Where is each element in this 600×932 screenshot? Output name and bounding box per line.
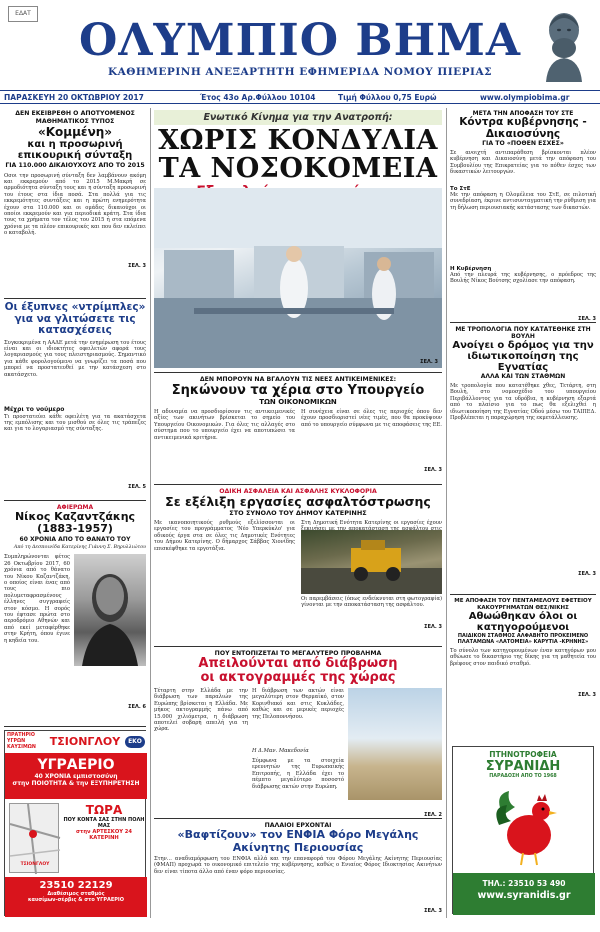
- issue-number: Έτος 43ο Αρ.Φύλλου 10104: [200, 93, 316, 102]
- article-deck: 60 ΧΡΟΝΙΑ ΑΠΟ ΤΟ ΘΑΝΑΤΟ ΤΟΥ: [19, 536, 131, 543]
- newspaper-subtitle: ΚΑΘΗΜΕΡΙΝΗ ΑΝΕΞΑΡΤΗΤΗ ΕΦΗΜΕΡΙΔΑ ΝΟΜΟΥ ΠΙΕΡΙΑΣ: [107, 66, 493, 78]
- advertisement-fuel-station[interactable]: [4, 730, 146, 916]
- coastline-photo: [348, 688, 442, 800]
- article-kicker: ΠΟΥ ΕΝΤΟΠΙΖΕΤΑΙ ΤΟ ΜΕΓΑΛΥΤΕΡΟ ΠΡΟΒΛΗΜΑ: [214, 650, 382, 657]
- article-pension: [4, 110, 146, 269]
- article-title: ΧΩΡΙΣ ΚΟΝΔΥΛΙΑ: [158, 125, 438, 156]
- article-enfia: [154, 822, 442, 914]
- page-ref: ΣΕΛ. 3: [578, 692, 596, 698]
- article-ministry: [154, 376, 442, 473]
- divider: [154, 372, 442, 373]
- divider: [450, 322, 596, 323]
- article-title: «Κομμένη»: [37, 125, 113, 139]
- divider: [154, 484, 442, 485]
- article-body: Σε ανοιχτή αντιπαράθεση βρίσκονται πλέον κυβέρνηση και Δικαιοσύνη μετά την απόφαση του Συμβουλίου της Επικρατείας για το πόθεν έσχες των δικαστικών λειτουργών.: [450, 150, 596, 176]
- article-body: Η αδυναμία να προσδιορίσουν τις αντικειμενικές αξίες των ακινήτων βρίσκεται το σημείο του Υπουργείου Οικονομικών. Για όλες τις αλλαγές στο σύστημα που το υπουργείο έχει να αποτυπώσει τα αντικειμενικά κριτήρια.: [154, 409, 295, 441]
- ad-phone[interactable]: 23510 22129: [39, 880, 113, 891]
- ad-top-text: ΠΡΑΤΗΡΙΟ ΥΓΡΩΝ ΚΑΥΣΙΜΩΝ: [7, 733, 36, 750]
- article-kicker: ΜΕΤΑ ΤΗΝ ΑΠΟΦΑΣΗ ΤΟΥ ΣΤΕ: [472, 110, 574, 117]
- article-body: Τέταρτη στην Ελλάδα με την διάβρωση των παραλιών της Ευρώπης βρίσκεται η Ελλάδα. Με μήκος ακτογραμμής πάνω από 15.000 χιλιόμετρα, η διάβρωση αποτελεί σοβαρή απειλή για τη χώρα.: [154, 688, 248, 733]
- article-title: Κόντρα κυβέρνησης - Δικαιοσύνης: [459, 116, 587, 140]
- article-body: Σύμφωνα με τα στοιχεία ερευνητών της Ευρωπαϊκής Επιτροπής, η Ελλάδα έχει το πέμπτο μεγαλύτερο ποσοστό διάβρωσης ακτών στην Ευρώπη.: [252, 758, 344, 790]
- newspaper-title: ΟΛΥΜΠΙΟ ΒΗΜΑ: [79, 15, 521, 66]
- article-egnatia: [450, 326, 596, 577]
- article-hospitals: [154, 110, 442, 200]
- article-body: Τι προστατεύει κάθε οφειλέτη για τα ακατάσχετα της εμπόλισης και του μισθού σε όλες τις τράπεζες και για το λογαριασμό της σύνταξης.: [4, 413, 146, 433]
- page-ref: ΣΕΛ. 3: [578, 316, 596, 322]
- page-ref: ΣΕΛ. 3: [420, 359, 438, 365]
- article-body: Με τροπολογία που κατατέθηκε χθες, Τετάρτη, στη Βουλή, στο νομοσχέδιο του υπουργείου Περιβάλλοντος για τα υδρόβια, η κυβέρνηση εξαρτά από το πλαίσιο για το πως θα εξελιχθεί η ιδιωτικοποίηση της Εγνατίας Οδού μέσω του ΤΑΙΠΕΔ. Προβλέπεται η παραχώρηση της εκμετάλλευσης.: [450, 383, 596, 422]
- article-title: Σηκώνουν τα χέρια στο Υπουργείο: [171, 383, 425, 398]
- ad-brand: ΤΣΙΟΝΓΛΟΥ: [49, 735, 121, 748]
- article-title: Νίκος Καζαντζάκης (1883-1957): [14, 510, 136, 535]
- article-deck: ΤΩΝ ΟΙΚΟΝΟΜΙΚΩΝ: [259, 398, 337, 406]
- ad-brand: ΣΥΡΑΝΙΔΗ: [485, 759, 561, 774]
- page-ref: ΣΕΛ. 3: [424, 908, 442, 914]
- article-body: Με την απόφαση η Ολομέλεια του ΣτΕ, σε πιλοτική συνεδρίαση, έκρινε αντισυνταγματική την ρύθμιση για τη δήλωση περιουσιακής κατάστασης των δικαστών.: [450, 192, 596, 211]
- column-divider: [446, 108, 447, 918]
- article-body: Οι παρεμβάσεις (όπως ενδείκνυται στη φωτογραφία) γίνονται με την αποκατάσταση της ασφάλτου.: [301, 596, 442, 609]
- ad-now: ΤΩΡΑ: [85, 803, 123, 817]
- ad-quality: στην ΠΟΙΟΤΗΤΑ & την ΕΞΥΠΗΡΕΤΗΣΗ: [12, 780, 140, 787]
- article-erosion: [154, 650, 442, 818]
- article-acquitted: [450, 598, 596, 698]
- page-ref: ΣΕΛ. 3: [578, 571, 596, 577]
- article-subhead: Η Κυβέρνηση: [450, 266, 492, 272]
- ad-note: Διαθέσιμος σταθμός: [47, 891, 105, 897]
- article-subhead: Μέχρι το νούμερο: [4, 405, 65, 413]
- article-body: Οσοι την προσωρινή σύνταξη δεν λαμβάνουν ακόμη και εκκρεμούν από το 2015 Μ.Μακρή σε αρμοδιότητα σύνταξη τους και η σύνταξη προσωρινή του έτους στα ίδια ποσά. Στα πολλά για τις εκκρεμότητες συντάξεις και η πρώτη ενημερότητα έχουν στα 110.000 και οι ομάδες δικαιούχοι οι οποίοι εκκρεμούν και για περιοδικά κράτη. Στα ίδια τους τα χρήματα τον τέλος του 2015 ή στα επόμενα χρόνια με τα πλέον επικουρικές και που δεν εκλείπει ο καταβολή.: [4, 172, 146, 237]
- article-body: Στην… αναδιαμόρφωση του ΕΝΦΙΑ αλλά και την επαναφορά του Φόρου Μεγάλης Ακίνητης Περιουσίας (ΦΜΑΠ) προχωρά το οικονομικό επιτελείο της κυβέρνησης, καθώς ο Ενιαίος Φόρος Ιδιοκτησίας Ακινήτων δεν είναι τίποτα άλλο από έναν φόρο περιουσίας.: [154, 856, 442, 875]
- divider: [154, 646, 442, 647]
- article-justice: [450, 110, 596, 322]
- article-title-cont: και η προσωρινή επικουρική σύνταξη: [17, 139, 133, 161]
- ad-now-text: ΠΟΥ ΚΟΝΤΑ ΣΑΣ ΣΤΗΝ ΠΟΛΗ ΜΑΣ: [63, 817, 145, 829]
- page-ref: ΣΕΛ. 3: [424, 624, 442, 630]
- article-body: Από την πλευρά της κυβέρνησης, ο πρόεδρος της Βουλής Νίκος Βούτσης σχολίασε την απόφαση.: [450, 272, 596, 285]
- zeus-bust-logo: [538, 8, 590, 82]
- ad-website[interactable]: www.syranidis.gr: [477, 890, 571, 901]
- article-author: Η Δ.Μαν. Μακεδονία: [252, 748, 309, 754]
- article-deck: ΠΑΙΔΙΚΟΝ ΣΤΑΘΜΟΣ ΑΛΦΑΒΗΤΟ ΠΡΟΚΕΙΜΕΝΟ ΠΛΑΤΑΜΩΝΑ «ΛΑΤΟΜΕΙΑ» ΚΑΡΥΤΙΑ -ΚΡΗΝΗΣ»: [457, 633, 589, 645]
- article-asphalt: [154, 488, 442, 630]
- article-title-cont: Ακίνητης Περιουσίας: [232, 840, 364, 854]
- divider: [450, 594, 596, 595]
- article-title: Αθωώθηκαν όλοι οι κατηγορούμενοι: [468, 611, 578, 633]
- article-kicker: ΔΕΝ ΕΚΕΙΒΡΕΘΗ Ο ΑΠΟΤΥΟΜΕΝΟΣ ΜΑΘΗΜΑΤΙΚΟΣ ΤΥΠΟΣ: [15, 110, 135, 125]
- article-kicker: Ενωτικό Κίνημα για την Ανατροπή:: [203, 112, 393, 123]
- issue-date: ΠΑΡΑΣΚΕΥΗ 20 ΟΚΤΩΒΡΙΟΥ 2017: [4, 93, 144, 102]
- page-ref: ΣΕΛ. 3: [128, 262, 146, 269]
- advertisement-poultry[interactable]: [452, 746, 594, 914]
- ad-map: [9, 803, 59, 873]
- eko-logo: ΕΚΟ: [125, 736, 145, 748]
- article-body: Στη Δημοτική Ενότητα Κατερίνης οι εργασίες έχουν: [301, 520, 442, 526]
- article-kicker: ΟΔΙΚΗ ΑΣΦΑΛΕΙΑ ΚΑΙ ΑΣΦΑΛΗΣ ΚΥΚΛΟΦΟΡΙΑ: [219, 488, 377, 495]
- article-title: Σε εξέλιξη εργασίες ασφαλτόστρωσης: [165, 494, 431, 509]
- rooster-icon: [489, 785, 561, 867]
- article-kicker: ΠΑΛΑΙΟΙ ΕΡΧΟΝΤΑΙ: [264, 822, 332, 829]
- road-works-photo: [301, 530, 442, 594]
- kazantzakis-photo: [74, 554, 146, 666]
- edat-logo: ΕΔΑΤ: [8, 6, 38, 22]
- article-title: Απειλούνται από διάβρωση: [198, 656, 398, 671]
- page-ref: ΣΕΛ. 5: [128, 483, 146, 490]
- article-title: Ανοίγει ο δρόμος για την ιδιωτικοποίηση της Εγνατίας: [452, 340, 594, 373]
- page-ref: ΣΕΛ. 2: [424, 812, 442, 818]
- article-deck: ΣΤΟ ΣΥΝΟΛΟ ΤΟΥ ΔΗΜΟΥ ΚΑΤΕΡΙΝΗΣ: [229, 509, 367, 517]
- article-kazantzakis: [4, 504, 146, 710]
- article-kicker: ΜΕ ΤΡΟΠΟΛΟΓΙΑ ΠΟΥ ΚΑΤΑΤΕΘΗΚΕ ΣΤΗ ΒΟΥΛΗ: [455, 326, 591, 340]
- article-body: Συμπληρώνονται φέτος 26 Οκτωβρίου 2017, 60 χρόνια από το θάνατο του Νίκου Καζαντζάκη, ο οποίος είναι ένας από τους πιο πολυμεταφρασμένους έλληνες συγγραφείς στον κόσμο. Η σορός του έφτασε πρώτα στο αεροδρόμιο Αθηνών και από εκεί μεταφέρθηκε στην Κρήτη, όπου έγινε η κηδεία του.: [4, 554, 70, 644]
- article-title: Οι έξυπνες «ντρίμπλες» για να γλιτώσετε τις κατασχέσεις: [4, 301, 146, 336]
- article-body: Το σύνολο των κατηγορουμένων έναν κατηγόρων μου αθώωσε το δικαστήριο της δίκης για τη μαθητεία του βρέφους στον παιδικό σταθμό.: [450, 648, 596, 667]
- article-kicker: ΑΦΙΕΡΩΜΑ: [56, 504, 94, 511]
- article-title-cont: ΤΑ ΝΟΣΟΚΟΜΕΙΑ: [158, 153, 438, 184]
- article-deck: ΓΙΑ ΤΟ «ΠΟΘΕΝ ΕΣΧΕΣ»: [482, 140, 564, 147]
- article-deck: ΓΙΑ 110.000 ΔΙΚΑΙΟΥΧΟΥΣ ΑΠΟ ΤΟ 2015: [5, 162, 145, 169]
- divider: [4, 298, 146, 299]
- article-kicker: ΔΕΝ ΜΠΟΡΟΥΝ ΝΑ ΒΓΑΛΟΥΝ ΤΙΣ ΝΕΕΣ ΑΝΤΙΚΕΙΜΕΝΙΚΕΣ:: [199, 376, 397, 383]
- page-ref: ΣΕΛ. 6: [128, 704, 146, 711]
- article-seizures: [4, 302, 146, 490]
- hospital-lab-photo: [154, 188, 442, 368]
- map-label: ΤΣΙΟΝΓΛΟΥ: [20, 862, 50, 867]
- ad-since: 40 ΧΡΟΝΙΑ εμπιστοσύνη: [34, 773, 118, 780]
- ad-since: ΠΑΡΑΔΟΣΗ ΑΠΟ ΤΟ 1968: [489, 774, 557, 779]
- ad-line1: ΠΤΗΝΟΤΡΟΦΕΙΑ: [489, 750, 557, 759]
- ad-product: ΥΓΡΑΕΡΙΟ: [37, 757, 115, 773]
- column-divider: [150, 108, 151, 918]
- article-credit: Από τη Δεσποινίδα Κατερίνης Γιάννη Σ. Βηρυλλιώτου: [13, 545, 146, 550]
- article-body: Η συνέχεια είναι σε όλες τις περιοχές όπου δεν έχουν προσδιοριστεί νέες τιμές, που θα προκύψουν από το υπουργείο σύμφωνα με τις αποφάσεις της ΕΕ.: [301, 409, 442, 428]
- divider: [4, 500, 146, 501]
- website-link[interactable]: www.olympiobima.gr: [480, 93, 570, 102]
- article-body: Συγκεκριμένα η ΑΑΔΕ μετά την ενημέρωση του έτους είναι και οι ιδιοκτήτες οφειλετών αφορά τους λογαριασμούς για τους πλειστηριασμούς. Σημαντικό για κάθε φορολογούμενο να γνωρίζει τα ποσά που μπορεί να προστατευθεί με την κατάσχεση στο ακατάσχετο.: [4, 339, 146, 378]
- article-title-cont: οι ακτογραμμές της χώρας: [200, 670, 396, 685]
- article-subhead: Το ΣτΕ: [450, 186, 471, 192]
- divider: [4, 726, 146, 727]
- article-kicker: ΜΕ ΑΠΟΦΑΣΗ ΤΟΥ ΠΕΝΤΑΜΕΛΟΥΣ ΕΦΕΤΕΙΟΥ ΚΑΚΟΥΡΓΗΜΑΤΩΝ ΘΕΣ/ΝΙΚΗΣ: [454, 598, 592, 611]
- ad-address: στην ΑΡΤΕΣΚΟΥ 24 ΚΑΤΕΡΙΝΗ: [75, 829, 133, 842]
- article-body: Η διάβρωση των ακτών είναι μεγαλύτερη στον Θερμαϊκό, στον Κορινθιακό και στις Κυκλάδες, καθώς και σε μερικές περιοχές της Πελοποννήσου.: [252, 688, 344, 720]
- article-title: «Βαφτίζουν» τον ΕΝΦΙΑ Φόρο Μεγάλης: [177, 828, 419, 841]
- masthead: [0, 0, 600, 88]
- article-body: Με ικανοποιητικούς ρυθμούς εξελίσσονται οι εργασίες του προγράμματος 'Νέο Υπερκύκλο' για οδικούς έργα στα σε όλες τις Δημοτικές Ενότητες του Δήμου Κατερίνης. Ο δήμαρχος Σάββας Χιονίδης επισκέφθηκε τα εργοτάξια.: [154, 520, 295, 552]
- page-ref: ΣΕΛ. 3: [424, 467, 442, 473]
- article-deck: ΑΛΛΑ ΚΑΙ ΤΩΝ ΣΤΑΘΜΩΝ: [480, 373, 566, 380]
- issue-info-bar: [0, 90, 600, 104]
- ad-phone[interactable]: ΤΗΛ.: 23510 53 490: [482, 879, 566, 888]
- divider: [154, 818, 442, 819]
- ad-note: καυσίμων-σέρβις & στο ΥΓΡΑΕΡΙΟ: [27, 897, 125, 903]
- issue-price: Τιμή Φύλλου 0,75 Ευρώ: [338, 93, 437, 102]
